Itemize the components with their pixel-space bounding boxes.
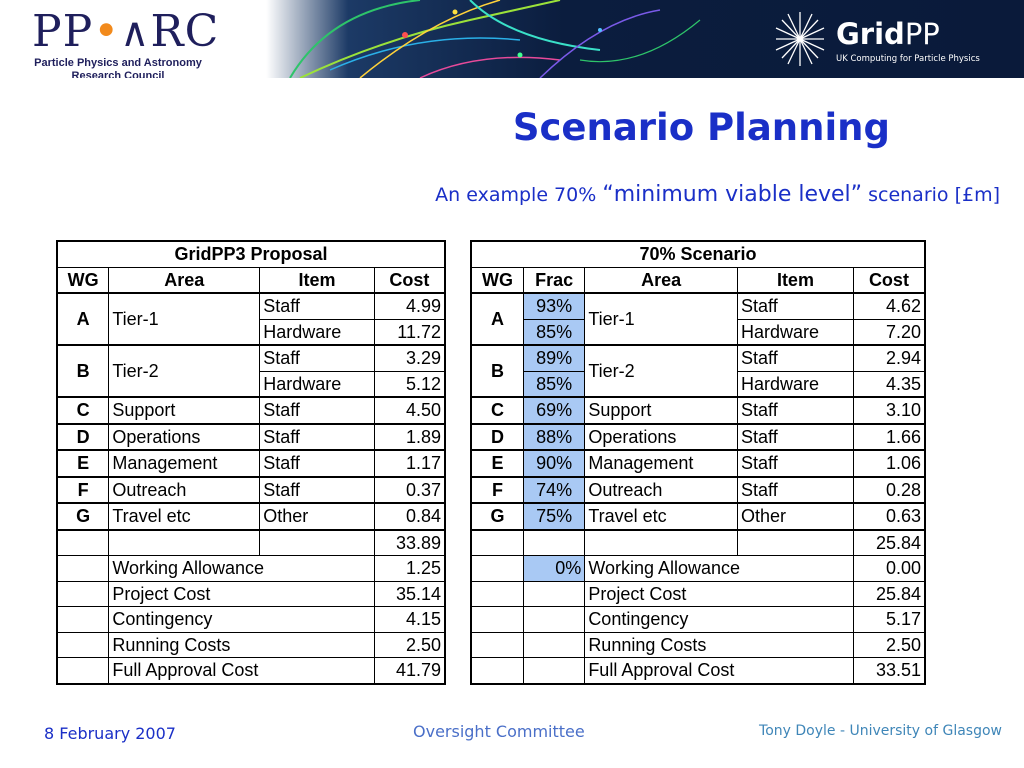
summary-row	[57, 632, 445, 658]
table-row	[57, 397, 445, 424]
item-cell: Staff	[738, 345, 854, 371]
summary-row	[471, 607, 925, 633]
empty-cell	[57, 581, 109, 607]
frac-cell	[523, 581, 584, 607]
cost-cell: 4.99	[374, 293, 445, 319]
footer-center: Oversight Committee	[413, 722, 585, 741]
item-cell: Hardware	[738, 319, 854, 345]
wg-cell: B	[471, 345, 523, 397]
empty-cell	[57, 607, 109, 633]
wg-cell: G	[57, 503, 109, 530]
frac-cell: 88%	[523, 424, 584, 451]
table-title-row	[471, 241, 925, 267]
cost-cell: 1.06	[853, 450, 925, 477]
table-row	[57, 503, 445, 530]
empty-cell	[471, 632, 523, 658]
summary-label: Project Cost	[109, 581, 374, 607]
summary-row	[57, 556, 445, 582]
pparc-logo	[32, 8, 222, 78]
table-row	[471, 503, 925, 530]
frac-cell: 93%	[523, 293, 584, 319]
frac-cell	[523, 658, 584, 684]
table-row	[471, 477, 925, 504]
summary-row	[57, 658, 445, 684]
cost-cell: 4.35	[853, 371, 925, 397]
grid-globe-icon	[772, 8, 828, 70]
summary-row	[471, 632, 925, 658]
wg-cell: D	[471, 424, 523, 451]
area-cell: Operations	[109, 424, 260, 451]
cost-cell: 1.89	[374, 424, 445, 451]
cost-cell: 11.72	[374, 319, 445, 345]
item-cell: Staff	[738, 424, 854, 451]
item-cell: Staff	[738, 450, 854, 477]
wg-cell: C	[471, 397, 523, 424]
table-header-row	[471, 267, 925, 293]
item-cell: Staff	[260, 477, 374, 504]
table-row	[57, 293, 445, 319]
area-cell: Outreach	[109, 477, 260, 504]
table-row	[471, 293, 925, 319]
scenario-table	[470, 240, 926, 685]
subtotal-row	[471, 530, 925, 556]
table-row	[471, 397, 925, 424]
table-row	[57, 345, 445, 371]
column-header-item: Item	[738, 267, 854, 293]
header-banner	[0, 0, 1024, 78]
area-cell: Tier-1	[109, 293, 260, 345]
area-cell: Outreach	[585, 477, 738, 504]
empty-cell	[471, 658, 523, 684]
empty-cell	[57, 632, 109, 658]
cost-cell: 0.63	[853, 503, 925, 530]
subtotal-cell: 25.84	[853, 530, 925, 556]
frac-cell: 74%	[523, 477, 584, 504]
column-header-area: Area	[109, 267, 260, 293]
slide-title: Scenario Planning	[512, 106, 890, 149]
cost-cell: 0.28	[853, 477, 925, 504]
column-header-area: Area	[585, 267, 738, 293]
table-row	[471, 450, 925, 477]
item-cell: Staff	[738, 477, 854, 504]
table-row	[57, 424, 445, 451]
item-cell: Staff	[260, 424, 374, 451]
area-cell: Management	[585, 450, 738, 477]
empty-cell	[57, 556, 109, 582]
column-header-wg: WG	[57, 267, 109, 293]
slide-subtitle: An example 70% “minimum viable level” scenario [£m]	[435, 182, 1000, 207]
summary-label: Contingency	[109, 607, 374, 633]
summary-row	[471, 658, 925, 684]
item-cell: Staff	[260, 345, 374, 371]
area-cell: Support	[585, 397, 738, 424]
summary-label: Working Allowance	[109, 556, 374, 582]
wg-cell: F	[57, 477, 109, 504]
summary-cost: 5.17	[853, 607, 925, 633]
table-header-row	[57, 267, 445, 293]
empty-cell	[523, 530, 584, 556]
wg-cell: E	[471, 450, 523, 477]
gridpp-logo	[772, 8, 1012, 70]
item-cell: Other	[260, 503, 374, 530]
table-title-row	[57, 241, 445, 267]
summary-label: Full Approval Cost	[585, 658, 854, 684]
cost-cell: 2.94	[853, 345, 925, 371]
frac-cell: 89%	[523, 345, 584, 371]
summary-label: Contingency	[585, 607, 854, 633]
wg-cell: C	[57, 397, 109, 424]
column-header-item: Item	[260, 267, 374, 293]
table-row	[471, 345, 925, 371]
summary-cost: 2.50	[374, 632, 445, 658]
cost-cell: 0.37	[374, 477, 445, 504]
item-cell: Staff	[260, 293, 374, 319]
summary-row	[57, 607, 445, 633]
frac-cell: 85%	[523, 371, 584, 397]
wg-cell: B	[57, 345, 109, 397]
table-row	[471, 424, 925, 451]
area-cell: Operations	[585, 424, 738, 451]
area-cell: Management	[109, 450, 260, 477]
item-cell: Hardware	[260, 371, 374, 397]
empty-cell	[57, 530, 109, 556]
wg-cell: D	[57, 424, 109, 451]
area-cell: Travel etc	[585, 503, 738, 530]
cost-cell: 5.12	[374, 371, 445, 397]
empty-cell	[471, 581, 523, 607]
area-cell: Tier-2	[109, 345, 260, 397]
footer-author: Tony Doyle - University of Glasgow	[759, 723, 1002, 739]
column-header-cost: Cost	[853, 267, 925, 293]
cost-cell: 3.29	[374, 345, 445, 371]
summary-row	[471, 581, 925, 607]
summary-row	[471, 556, 925, 582]
cost-cell: 7.20	[853, 319, 925, 345]
summary-label: Project Cost	[585, 581, 854, 607]
summary-cost: 35.14	[374, 581, 445, 607]
cost-cell: 1.66	[853, 424, 925, 451]
frac-cell: 69%	[523, 397, 584, 424]
summary-cost: 2.50	[853, 632, 925, 658]
frac-cell: 75%	[523, 503, 584, 530]
proposal-table	[56, 240, 446, 685]
empty-cell	[585, 530, 738, 556]
gridpp-wordmark: GridPP	[836, 17, 940, 51]
item-cell: Other	[738, 503, 854, 530]
item-cell: Hardware	[260, 319, 374, 345]
table-title: GridPP3 Proposal	[57, 241, 445, 267]
summary-label: Running Costs	[585, 632, 854, 658]
column-header-wg: WG	[471, 267, 523, 293]
wg-cell: F	[471, 477, 523, 504]
empty-cell	[471, 556, 523, 582]
frac-cell	[523, 607, 584, 633]
table-row	[57, 477, 445, 504]
gridpp-tagline: UK Computing for Particle Physics	[836, 54, 980, 64]
frac-cell	[523, 632, 584, 658]
area-cell: Support	[109, 397, 260, 424]
summary-cost: 41.79	[374, 658, 445, 684]
summary-label: Running Costs	[109, 632, 374, 658]
wg-cell: A	[471, 293, 523, 345]
summary-cost: 25.84	[853, 581, 925, 607]
table-row	[57, 450, 445, 477]
summary-label: Working Allowance	[585, 556, 854, 582]
frac-cell: 85%	[523, 319, 584, 345]
pparc-wordmark: PP•∧RC	[32, 6, 220, 57]
summary-cost: 33.51	[853, 658, 925, 684]
cost-cell: 3.10	[853, 397, 925, 424]
cost-cell: 4.50	[374, 397, 445, 424]
frac-cell: 0%	[523, 556, 584, 582]
summary-row	[57, 581, 445, 607]
wg-cell: E	[57, 450, 109, 477]
item-cell: Staff	[260, 450, 374, 477]
cost-cell: 4.62	[853, 293, 925, 319]
cost-cell: 1.17	[374, 450, 445, 477]
wg-cell: A	[57, 293, 109, 345]
empty-cell	[109, 530, 260, 556]
table-title: 70% Scenario	[471, 241, 925, 267]
subtotal-row	[57, 530, 445, 556]
item-cell: Staff	[738, 293, 854, 319]
item-cell: Staff	[260, 397, 374, 424]
empty-cell	[471, 607, 523, 633]
area-cell: Travel etc	[109, 503, 260, 530]
empty-cell	[471, 530, 523, 556]
cost-cell: 0.84	[374, 503, 445, 530]
empty-cell	[260, 530, 374, 556]
pparc-subtitle-line1: Particle Physics and Astronomy	[34, 57, 202, 69]
column-header-cost: Cost	[374, 267, 445, 293]
summary-label: Full Approval Cost	[109, 658, 374, 684]
area-cell: Tier-1	[585, 293, 738, 345]
summary-cost: 4.15	[374, 607, 445, 633]
item-cell: Hardware	[738, 371, 854, 397]
pparc-subtitle-line2: Research Council	[71, 70, 165, 78]
area-cell: Tier-2	[585, 345, 738, 397]
wg-cell: G	[471, 503, 523, 530]
frac-cell: 90%	[523, 450, 584, 477]
item-cell: Staff	[738, 397, 854, 424]
summary-cost: 1.25	[374, 556, 445, 582]
summary-cost: 0.00	[853, 556, 925, 582]
column-header-frac: Frac	[523, 267, 584, 293]
footer-date: 8 February 2007	[44, 724, 176, 743]
empty-cell	[57, 658, 109, 684]
empty-cell	[738, 530, 854, 556]
subtotal-cell: 33.89	[374, 530, 445, 556]
